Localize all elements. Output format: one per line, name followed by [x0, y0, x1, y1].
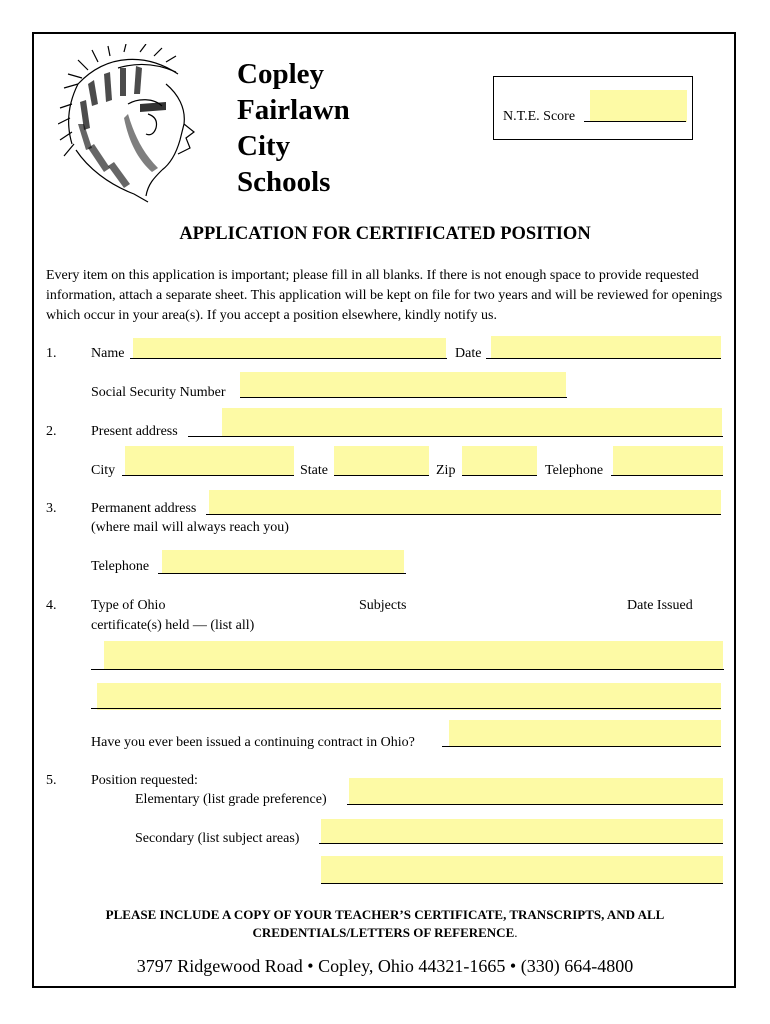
- date-label: Date: [455, 346, 482, 361]
- item-number: 4.: [46, 598, 57, 613]
- state-field[interactable]: [334, 446, 429, 476]
- school-name-line: City: [237, 130, 291, 162]
- present-address-field[interactable]: [222, 408, 722, 437]
- secondary-label: Secondary (list subject areas): [135, 831, 300, 846]
- item-number: 1.: [46, 346, 57, 361]
- school-name-line: Schools: [237, 166, 331, 198]
- date-field[interactable]: [491, 336, 721, 359]
- secondary-underline-1: [319, 843, 723, 844]
- elementary-underline: [347, 804, 723, 805]
- notice-line-2: [60, 924, 710, 942]
- notice-period: .: [514, 925, 518, 940]
- certificates-underline-1: [91, 669, 724, 670]
- certificate-type-label-2: certificate(s) held — (list all): [91, 618, 255, 633]
- certificates-field-1[interactable]: [104, 641, 723, 669]
- secondary-underline-2: [321, 883, 723, 884]
- permanent-telephone-label: Telephone: [91, 559, 150, 574]
- permanent-address-note: (where mail will always reach you): [91, 520, 289, 535]
- present-address-underline: [188, 436, 723, 437]
- date-issued-label: Date Issued: [627, 598, 693, 613]
- city-underline: [122, 475, 294, 476]
- nte-score-underline: [584, 121, 686, 122]
- certificate-type-label: Type of Ohio: [91, 598, 166, 613]
- zip-field[interactable]: [462, 446, 537, 476]
- city-field[interactable]: [125, 446, 294, 476]
- permanent-address-label: Permanent address: [91, 501, 197, 516]
- name-label: Name: [91, 346, 125, 361]
- item-number: 3.: [46, 501, 57, 516]
- state-label: State: [300, 463, 328, 478]
- certificates-field-2[interactable]: [97, 683, 721, 710]
- ssn-underline: [240, 397, 567, 398]
- present-address-label: Present address: [91, 424, 178, 439]
- zip-underline: [462, 475, 537, 476]
- telephone-underline: [611, 475, 723, 476]
- date-underline: [486, 358, 721, 359]
- city-label: City: [91, 463, 116, 478]
- permanent-address-underline: [206, 514, 721, 515]
- ssn-label: Social Security Number: [91, 385, 226, 400]
- chief-headdress-logo: [58, 44, 218, 206]
- documents-notice: [60, 906, 710, 942]
- nte-score-label: N.T.E. Score: [503, 109, 576, 124]
- permanent-address-field[interactable]: [209, 490, 721, 514]
- notice-line-2-text: CREDENTIALS/LETTERS OF REFERENCE: [252, 925, 515, 940]
- footer-address: 3797 Ridgewood Road • Copley, Ohio 44321-1665 • (330) 664-4800: [136, 956, 634, 976]
- name-field[interactable]: [133, 338, 446, 359]
- notice-line-1: PLEASE INCLUDE A COPY OF YOUR TEACHER’S CERTIFICATE, TRANSCRIPTS, AND ALL: [105, 907, 665, 922]
- item-number: 5.: [46, 773, 57, 788]
- zip-label: Zip: [436, 463, 456, 478]
- continuing-contract-field[interactable]: [449, 720, 721, 747]
- school-name-line: Copley: [237, 58, 324, 90]
- permanent-telephone-field[interactable]: [162, 550, 404, 574]
- position-requested-label: Position requested:: [91, 773, 198, 788]
- subjects-label: Subjects: [359, 598, 407, 613]
- school-name: [237, 56, 350, 200]
- certificates-underline-2: [91, 708, 721, 709]
- state-underline: [334, 475, 429, 476]
- nte-score-field[interactable]: [590, 90, 687, 122]
- intro-paragraph: Every item on this application is important; please fill in all blanks. If there is not enough space to provide requested information, attach a separate sheet. This application will be kept on file for two years and will be reviewed for openings which occur in your area(s). If you accept a position elsewhere, kindly notify us.: [46, 268, 723, 323]
- name-underline: [130, 358, 447, 359]
- elementary-label: Elementary (list grade preference): [135, 792, 327, 807]
- secondary-field-2[interactable]: [321, 856, 723, 883]
- ssn-field[interactable]: [240, 372, 566, 398]
- permanent-telephone-underline: [158, 573, 406, 574]
- item-number: 2.: [46, 424, 57, 439]
- secondary-field-1[interactable]: [321, 819, 723, 844]
- telephone-label: Telephone: [545, 463, 604, 478]
- form-title: APPLICATION FOR CERTIFICATED POSITION: [179, 224, 591, 244]
- telephone-field[interactable]: [613, 446, 723, 476]
- continuing-contract-label: Have you ever been issued a continuing contract in Ohio?: [91, 735, 415, 750]
- school-name-line: Fairlawn: [237, 94, 350, 126]
- elementary-field[interactable]: [349, 778, 723, 805]
- continuing-contract-underline: [442, 746, 721, 747]
